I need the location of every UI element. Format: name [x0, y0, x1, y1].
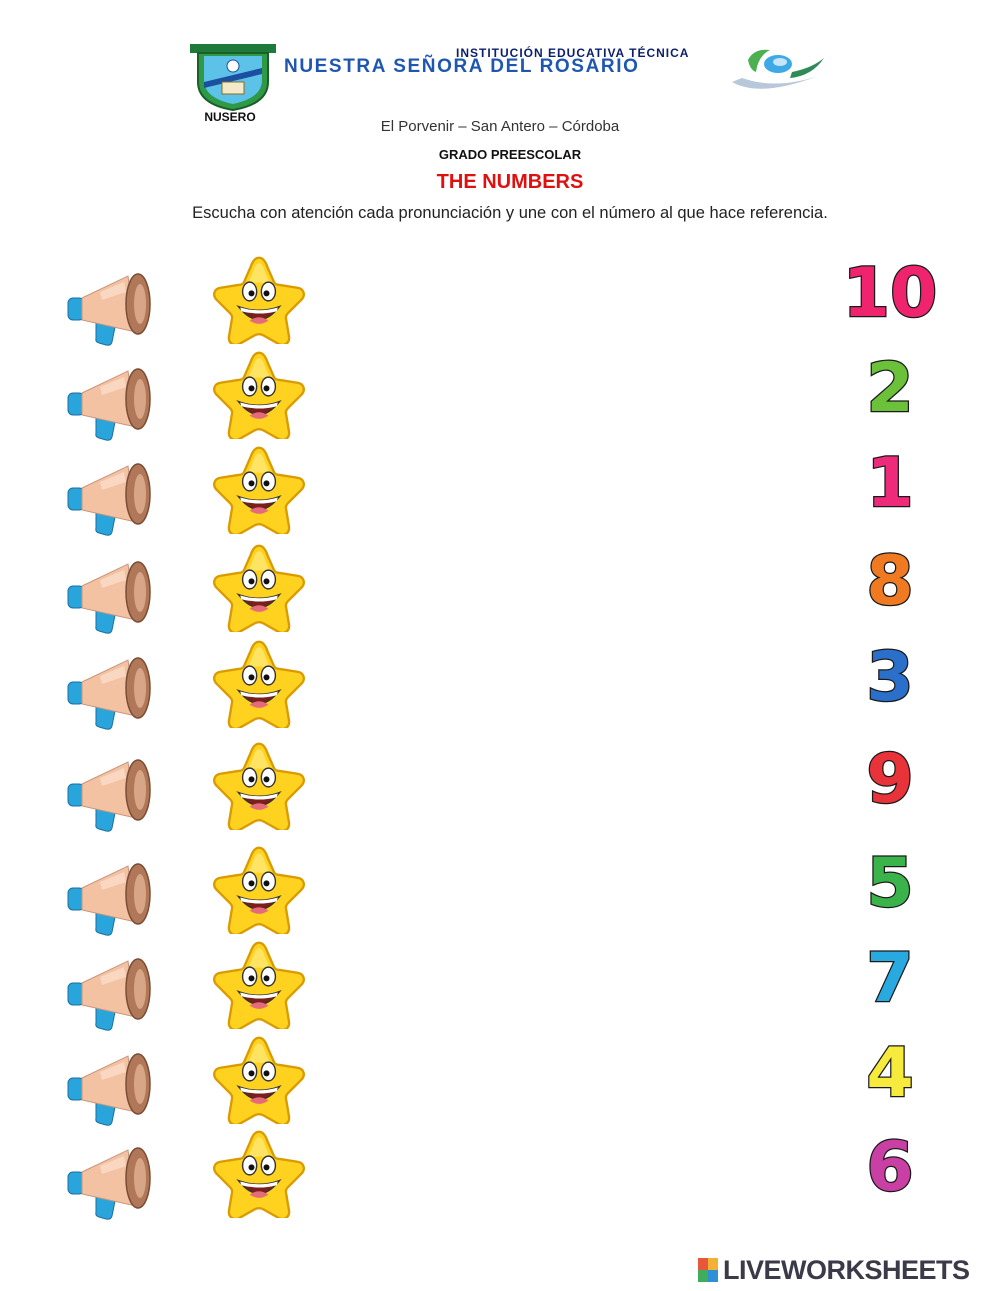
megaphone-icon[interactable]	[66, 852, 158, 938]
worksheet-title: THE NUMBERS	[436, 171, 584, 193]
megaphone-icon[interactable]	[66, 1042, 158, 1128]
smiling-star-icon	[212, 1128, 306, 1218]
number-option[interactable]: 3	[866, 638, 914, 717]
exercise-row	[0, 440, 1000, 535]
exercise-row	[0, 250, 1000, 345]
megaphone-icon[interactable]	[66, 550, 158, 636]
number-option[interactable]: 2	[866, 349, 914, 428]
megaphone-icon[interactable]	[66, 1136, 158, 1222]
liveworksheets-footer	[698, 1255, 998, 1285]
smiling-star-icon	[212, 939, 306, 1029]
megaphone-icon[interactable]	[66, 646, 158, 732]
megaphone-icon[interactable]	[66, 357, 158, 443]
worksheet-header	[0, 0, 1000, 230]
number-option[interactable]: 7	[866, 939, 914, 1018]
number-option[interactable]: 1	[866, 444, 914, 523]
smiling-star-icon	[212, 349, 306, 439]
exercise-row	[0, 345, 1000, 440]
exercise-row	[0, 538, 1000, 633]
exercise-row	[0, 634, 1000, 729]
exercise-row	[0, 935, 1000, 1030]
institution-subtitle: INSTITUCIÓN EDUCATIVA TÉCNICA	[456, 46, 690, 60]
instruction-text: Escucha con atención cada pronunciación y une con el número al que hace referencia.	[192, 204, 828, 222]
institution-name: NUESTRA SEÑORA DEL ROSARIO	[284, 56, 640, 77]
smiling-star-icon	[212, 254, 306, 344]
number-option[interactable]: 5	[866, 844, 914, 923]
smiling-star-icon	[212, 542, 306, 632]
school-location: El Porvenir – San Antero – Córdoba	[380, 118, 620, 135]
exercise-row	[0, 1030, 1000, 1125]
school-crest-logo	[188, 42, 278, 112]
smiling-star-icon	[212, 1034, 306, 1124]
liveworksheets-logo-icon	[698, 1258, 718, 1282]
smiling-star-icon	[212, 638, 306, 728]
smiling-star-icon	[212, 444, 306, 534]
crest-label: NUSERO	[204, 110, 256, 124]
smiling-star-icon	[212, 740, 306, 830]
megaphone-icon[interactable]	[66, 452, 158, 538]
smiling-star-icon	[212, 844, 306, 934]
institution-emblem-icon	[720, 42, 830, 97]
exercise-row	[0, 1124, 1000, 1219]
megaphone-icon[interactable]	[66, 947, 158, 1033]
grade-level: GRADO PREESCOLAR	[438, 147, 582, 162]
matching-exercise	[0, 250, 1000, 1230]
number-option[interactable]: 4	[866, 1034, 914, 1113]
number-option[interactable]: 9	[866, 740, 914, 819]
exercise-row	[0, 840, 1000, 935]
exercise-row	[0, 736, 1000, 831]
megaphone-icon[interactable]	[66, 748, 158, 834]
megaphone-icon[interactable]	[66, 262, 158, 348]
number-option[interactable]: 10	[842, 254, 938, 333]
number-option[interactable]: 6	[866, 1128, 914, 1207]
number-option[interactable]: 8	[866, 542, 914, 621]
liveworksheets-brand[interactable]: LIVEWORKSHEETS	[723, 1255, 970, 1285]
